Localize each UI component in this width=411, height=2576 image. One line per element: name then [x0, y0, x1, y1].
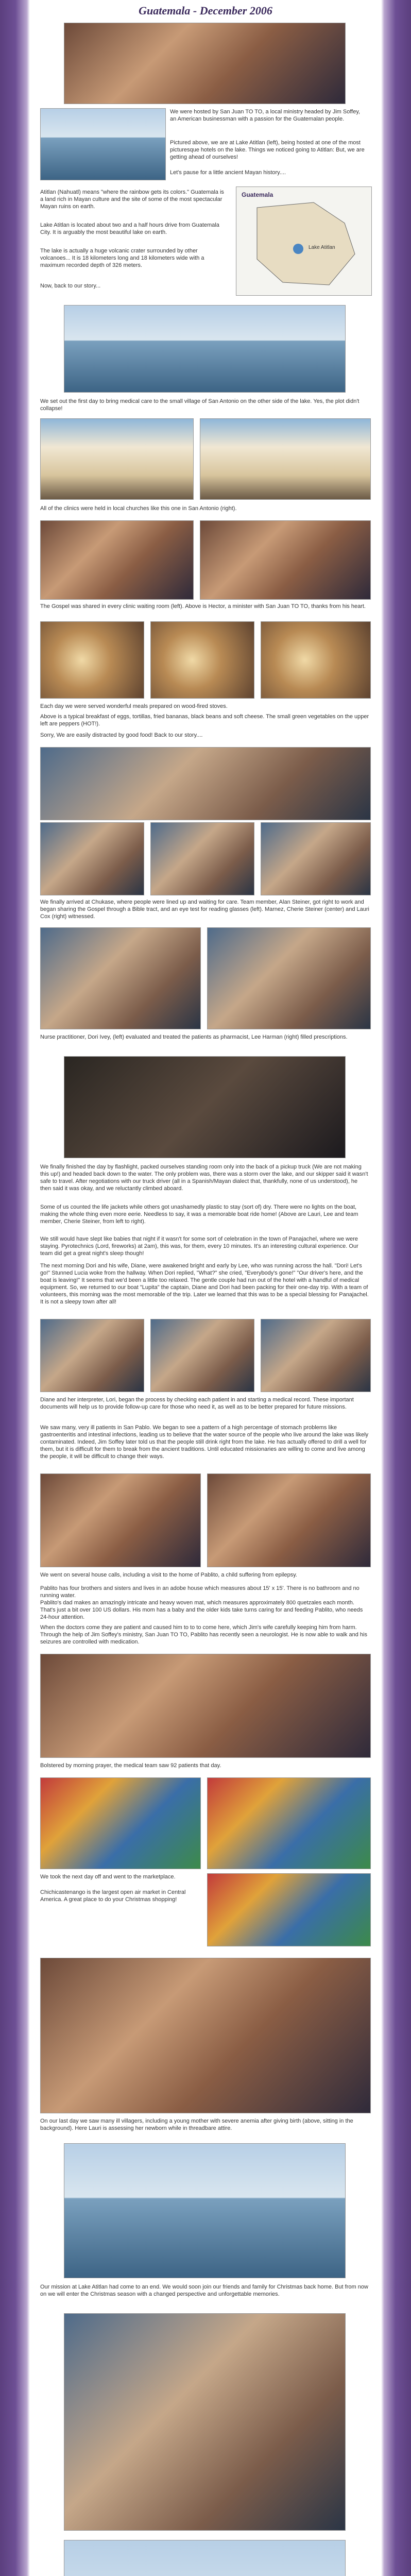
guatemala-map — [236, 187, 372, 296]
intro-text-7: Now, back to our story... — [40, 283, 101, 289]
map-label: Lake Atitlan — [309, 245, 335, 250]
sunset-photo — [64, 2540, 346, 2576]
story-3: The Gospel was shared in every clinic waiting room (left). Above is Hector, a minister with San Juan TO TO, thanks from his heart. — [40, 603, 366, 609]
story-22: Our mission at Lake Atitlan had come to an end. We would soon join our friends and family for Christmas back home. But from now on we will enter the Christmas season with a changed perspective and unforgettable memories. — [40, 2284, 368, 2297]
lake-marker — [293, 244, 303, 254]
clinic-entrance-photo — [40, 418, 194, 500]
story-8: Nurse practitioner, Dori Ivey, (left) evaluated and treated the patients as pharmacist, Lee Harman (right) filled prescriptions. — [40, 1034, 348, 1040]
checkin-photo-2 — [150, 1319, 254, 1392]
map-outline — [236, 187, 371, 295]
meal-photo-3 — [261, 621, 371, 699]
story-1: We set out the first day to bring medical care to the small village of San Antonio on the other side of the lake. Yes, the plot didn't collapse! — [40, 398, 359, 412]
checkin-photo-1 — [40, 1319, 144, 1392]
story-18: When the doctors come they are patient and caused him to to to come here, which Jim's wife carefully keeping him from harm. Through the help of Jim Soffey's ministry, San Juan TO TO, Pablito has recently seen a neurologist. He is now able to walk and his seizures are controlled with medication. — [40, 1624, 367, 1645]
intro-text-5: Lake Atitlan is located about two and a half hours drive from Guatemala City. It is arguably the most beautiful lake on earth. — [40, 222, 219, 235]
hector-photo — [200, 520, 371, 600]
story-15: We went on several house calls, including a visit to the home of Pablito, a child suffering from epilepsy. — [40, 1572, 297, 1578]
meal-photo-1 — [40, 621, 144, 699]
story-21: Chichicastenango is the largest open air market in Central America. A great place to do your Christmas shopping! — [40, 1889, 186, 1903]
eye-test-photo-2 — [150, 822, 254, 895]
market-photo-2 — [207, 1777, 371, 1869]
prayer-photo — [40, 1654, 371, 1758]
house-call-photo-1 — [40, 1473, 201, 1567]
story-20: We took the next day off and went to the marketplace. — [40, 1874, 176, 1880]
story-6: Sorry, We are easily distracted by good food! Back to our story.... — [40, 732, 203, 738]
map-title: Guatemala — [242, 191, 273, 198]
farewell-photo — [64, 2143, 346, 2278]
night-photo — [64, 1056, 346, 1158]
chukase-photo — [40, 747, 371, 820]
story-4: Each day we were served wonderful meals prepared on wood-fired stoves. — [40, 703, 228, 709]
page — [30, 0, 381, 2576]
story-11: We still would have slept like babies that night if it wasn't for some sort of celebration in the town of Panajachel, where we were staying. Pyrotechnics (Lord, fireworks) at 2am), this was, for them, every 10 minutes. It's an interesting cultural experience. Our team did get a great night's sleep though! — [40, 1236, 358, 1257]
nurse-photo — [40, 927, 201, 1029]
house-call-photo-2 — [207, 1473, 371, 1567]
story-9: We finally finished the day by flashlight, packed ourselves standing room only into the back of a pickup truck (We are not making this up!) and headed back down to the water. The only problem was, there was a storm over the lake, and our skipper said it wasn't safe to travel. After negotiations with our truck driver (all in a Spanish/Mayan dialect that, thankfully, none of us understood), he then said it was okay, and we reluctantly climbed aboard. — [40, 1164, 368, 1192]
story-10: Some of us counted the life jackets while others got unashamedly plastic to stay (sort of) dry. There were no lights on the boat, making the whole thing even more eerie. Needless to say, it was a memorable boat ride home! (Above are Lauri, Lee and team member, Cherie Steiner, from left to right). — [40, 1204, 358, 1225]
eye-test-photo-3 — [261, 822, 371, 895]
checkin-photo-3 — [261, 1319, 371, 1392]
meal-photo-2 — [150, 621, 254, 699]
church-photo — [200, 418, 371, 500]
eye-test-photo-1 — [40, 822, 144, 895]
story-5: Above is a typical breakfast of eggs, tortillas, fried bananas, black beans and soft cheese. The small green vegetables on the upper left are peppers (HOT!). — [40, 714, 369, 727]
intro-text-1: We were hosted by San Juan TO TO, a local ministry headed by Jim Soffey, an American businessman with a passion for the Guatemalan people. — [170, 109, 361, 122]
boat-photo — [64, 305, 346, 393]
lake-photo — [40, 108, 166, 180]
story-2: All of the clinics were held in local churches like this one in San Antonio (right). — [40, 505, 237, 512]
story-12: The next morning Dori and his wife, Diane, were awakened bright and early by Lee, who was running across the hall. "Dori! Let's go!" Stunned Lucia woke from the hallway. When Dori replied, "What?" she cried, "Everybody's gone!" "Our driver's here, and the boat is leaving!" It seems that we'd been a little too relaxed. The gentle couple had run out of the hotel with a handful of medical equipment. So, we returned to our boat "Lupita" the captain, Diane and Dori had been packing for their one-day trip. With a team of volunteers, this morning was the most memorable of the trip. Later we learned that this was to be a special blessing for Panajachel. It is not a sleepy town after all! — [40, 1263, 369, 1305]
intro-text-4: Atitlan (Nahuatl) means "where the rainbow gets its colors." Guatemala is a land rich in Mayan culture and the site of some of the most spectacular Mayan ruins on earth. — [40, 189, 224, 210]
intro-text-3: Let's pause for a little ancient Mayan history.... — [170, 170, 286, 176]
pharmacist-photo — [207, 927, 371, 1029]
story-16: Pablito has four brothers and sisters and lives in an adobe house which measures about 15' x 15'. There is no bathroom and no running water. — [40, 1585, 359, 1599]
intro-text-2: Pictured above, we are at Lake Atitlan (left), being hosted at one of the most picturesque hotels on the lake. Things we noticed going to Atitlan: But, we are getting ahead of ourselves! — [170, 140, 365, 160]
story-13: Diane and her interpreter, Lori, began the process by checking each patient in and starting a medical record. These important documents will help us to provide follow-up care for those who need it, as well as to be better prepared for future missions. — [40, 1397, 354, 1410]
market-photo-1 — [40, 1777, 201, 1869]
story-19: Bolstered by morning prayer, the medical team saw 92 patients that day. — [40, 1762, 221, 1769]
market-photo-3 — [207, 1873, 371, 1946]
mother-photo — [40, 1958, 371, 2113]
gospel-photo — [40, 520, 194, 600]
intro-text-6: The lake is actually a huge volcanic crater surrounded by other volcanoes... It is 18 kilometers long and 18 kilometers wide with a maximum recorded depth of 326 meters. — [40, 248, 204, 268]
story-23: On our last day we saw many ill villagers, including a young mother with severe anemia after giving birth (above, sitting in the background). Here Lauri is assessing her newborn while in threadbare attire. — [40, 2118, 353, 2131]
hero-photo — [64, 23, 346, 104]
team-photo — [64, 2313, 346, 2531]
story-17: Pablito's dad makes an amazingly intricate and heavy woven mat, which measures approximately 800 quetzales each month. That's just a bit over 100 US dollars. His mom has a baby and the older kids take turns caring for and feeding Pablito, who needs 24-hour attention. — [40, 1600, 363, 1620]
story-7: We finally arrived at Chukase, where people were lined up and waiting for care. Team member, Alan Steiner, got right to work and began sharing the Gospel through a Bible tract, and an eye test for reading glasses (left). Marnez, Cherie Steiner (center) and Lauri Cox (right) witnessed. — [40, 899, 369, 920]
story-14: We saw many, very ill patients in San Pablo. We began to see a pattern of a high percentage of stomach problems like gastroenteritis and intestinal infections, leading us to believe that the water source of the people who live around the lake was likely contaminated. Indeed, Jim Soffey later told us that the people still drink right from the lake. He has actually offered to drill a well for them, but it is difficult for them to break from the ancient traditions. Until educated missionaries are willing to come and live among the people, it will be difficult to change their ways. — [40, 1425, 369, 1460]
page-title: Guatemala - December 2006 — [139, 4, 272, 17]
